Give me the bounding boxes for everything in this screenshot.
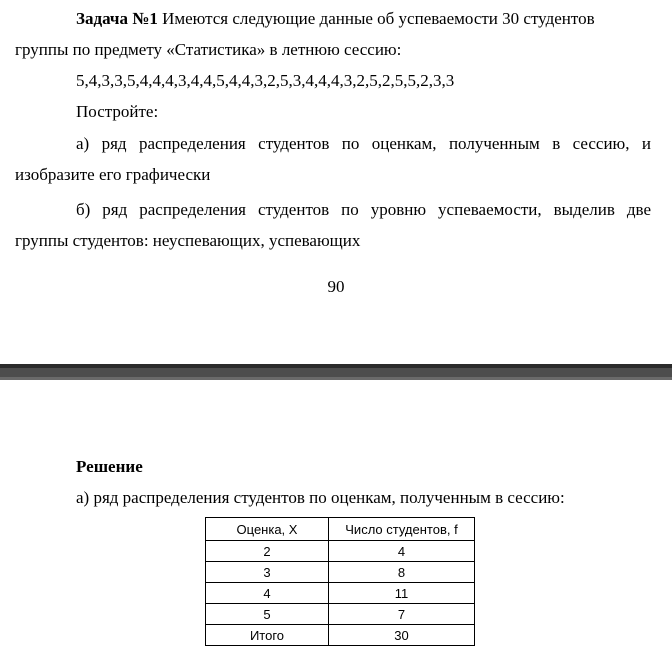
task-first-line bbox=[76, 9, 595, 29]
item-b-line2: группы студентов: неуспевающих, успевающих bbox=[15, 231, 361, 250]
cell-grade: 4 bbox=[206, 583, 329, 604]
table-row bbox=[206, 541, 475, 562]
grades-data-line: 5,4,3,3,5,4,4,4,3,4,4,5,4,4,3,2,5,3,4,4,4,3,2,5,2,5,5,2,3,3 bbox=[76, 71, 455, 90]
page-separator bbox=[0, 364, 672, 380]
table-total-row bbox=[206, 625, 475, 646]
header-student-count: Число студентов, f bbox=[329, 518, 475, 541]
task-title: Задача №1 bbox=[76, 9, 158, 28]
cell-total-count: 30 bbox=[329, 625, 475, 646]
cell-grade: 5 bbox=[206, 604, 329, 625]
item-b-line1: б) ряд распределения студентов по уровню успеваемости, выделив две bbox=[76, 200, 651, 219]
task-intro-continuation: группы по предмету «Статистика» в летнюю сессию: bbox=[15, 40, 402, 59]
cell-total-label: Итого bbox=[206, 625, 329, 646]
item-a-line1: а) ряд распределения студентов по оценкам, полученным в сессию, и bbox=[76, 134, 651, 153]
distribution-table bbox=[205, 517, 475, 646]
table-header-row bbox=[206, 518, 475, 541]
cell-count: 8 bbox=[329, 562, 475, 583]
table-row bbox=[206, 583, 475, 604]
solution-a-text: а) ряд распределения студентов по оценкам, полученным в сессию: bbox=[76, 488, 565, 507]
item-a-line2: изобразите его графически bbox=[15, 165, 211, 184]
cell-count: 7 bbox=[329, 604, 475, 625]
table-row bbox=[206, 604, 475, 625]
solution-heading: Решение bbox=[76, 457, 143, 476]
page-number: 90 bbox=[327, 277, 345, 296]
table-row bbox=[206, 562, 475, 583]
build-instruction: Постройте: bbox=[76, 102, 159, 121]
cell-count: 11 bbox=[329, 583, 475, 604]
cell-count: 4 bbox=[329, 541, 475, 562]
task-intro-text: Имеются следующие данные об успеваемости 30 студентов bbox=[157, 9, 595, 28]
header-grade: Оценка, X bbox=[206, 518, 329, 541]
cell-grade: 2 bbox=[206, 541, 329, 562]
cell-grade: 3 bbox=[206, 562, 329, 583]
